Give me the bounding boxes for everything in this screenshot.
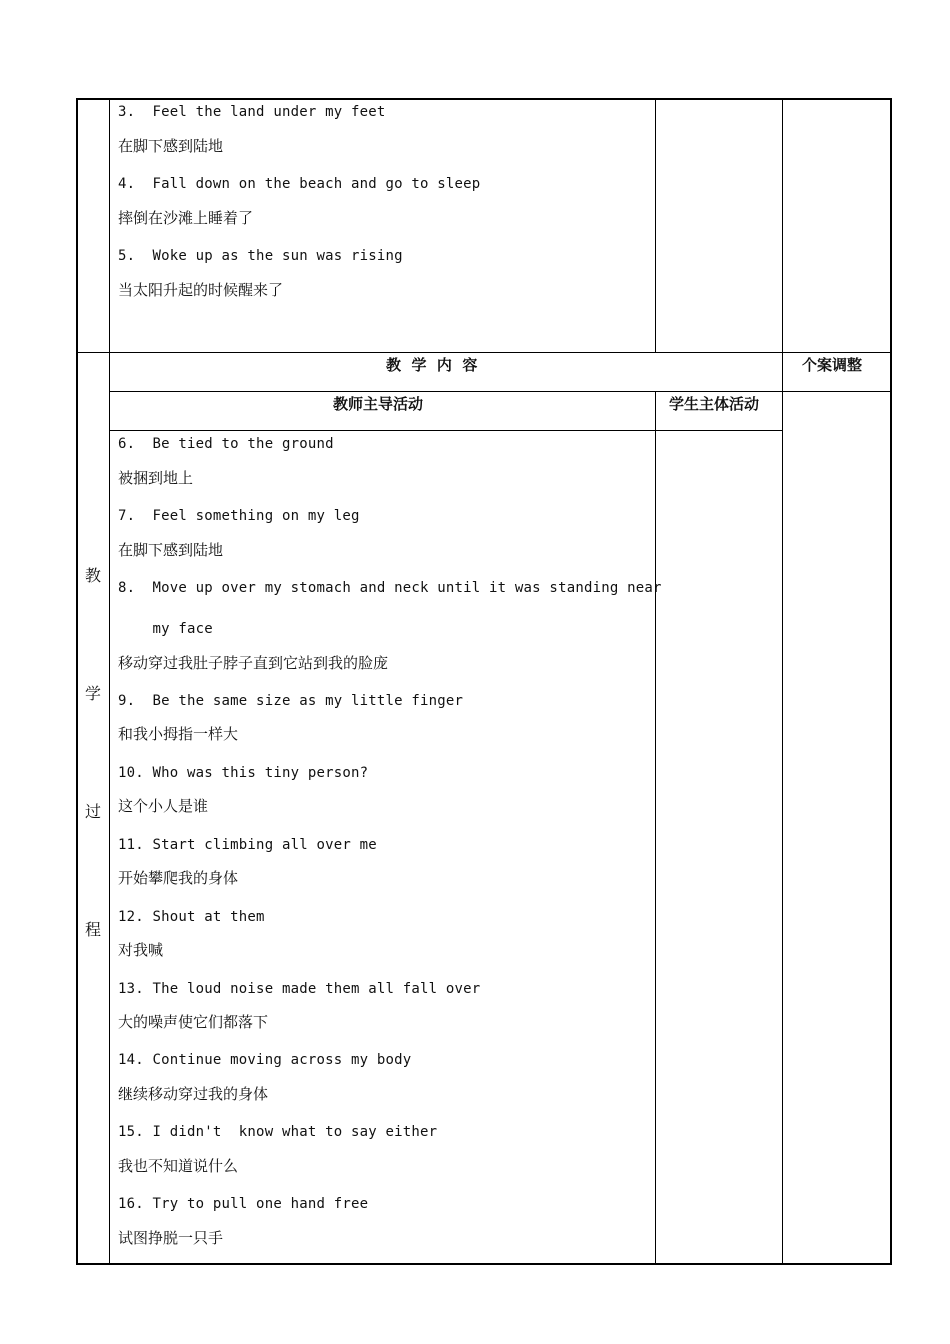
item-line: 被捆到地上: [118, 469, 194, 487]
table-border-right: [890, 98, 892, 1265]
row-divider-header: [76, 352, 892, 353]
item-line: 继续移动穿过我的身体: [118, 1085, 269, 1103]
item-line: 在脚下感到陆地: [118, 137, 224, 155]
item-line: 4. Fall down on the beach and go to sleep: [118, 176, 481, 192]
item-line: 3. Feel the land under my feet: [118, 104, 386, 120]
col-divider-side: [109, 98, 110, 1265]
side-label-char: 程: [85, 920, 102, 939]
side-label-char: 过: [85, 802, 102, 821]
table-border-bottom: [76, 1263, 892, 1265]
item-line: 12. Shout at them: [118, 909, 265, 925]
item-line: 摔倒在沙滩上睡着了: [118, 209, 254, 227]
item-line: 在脚下感到陆地: [118, 541, 224, 559]
item-line: 13. The loud noise made them all fall over: [118, 981, 481, 997]
item-line: 我也不知道说什么: [118, 1157, 239, 1175]
col-divider-student-top: [655, 98, 656, 353]
header-student: 学生主体活动: [669, 395, 760, 413]
item-line: 8. Move up over my stomach and neck until it was standing near: [118, 580, 662, 596]
row-divider-subheader: [109, 391, 892, 392]
side-label-char: 学: [85, 684, 102, 703]
table-border-top: [76, 98, 892, 100]
item-line: 和我小拇指一样大: [118, 725, 239, 743]
header-content: 教 学 内 容: [386, 356, 478, 374]
table-border-left: [76, 98, 78, 1265]
item-line: 11. Start climbing all over me: [118, 837, 377, 853]
item-line: my face: [118, 621, 213, 637]
header-adjust: 个案调整: [802, 356, 863, 374]
item-line: 10. Who was this tiny person?: [118, 765, 369, 781]
item-line: 6. Be tied to the ground: [118, 436, 334, 452]
item-line: 这个小人是谁: [118, 797, 209, 815]
item-line: 15. I didn't know what to say either: [118, 1124, 438, 1140]
col-divider-student-main: [655, 391, 656, 1265]
item-line: 当太阳升起的时候醒来了: [118, 281, 284, 299]
item-line: 16. Try to pull one hand free: [118, 1196, 369, 1212]
item-line: 大的噪声使它们都落下: [118, 1013, 269, 1031]
item-line: 5. Woke up as the sun was rising: [118, 248, 403, 264]
header-teacher: 教师主导活动: [333, 395, 424, 413]
item-line: 14. Continue moving across my body: [118, 1052, 412, 1068]
item-line: 试图挣脱一只手: [118, 1229, 224, 1247]
row-divider-content: [109, 430, 783, 431]
item-line: 开始攀爬我的身体: [118, 869, 239, 887]
item-line: 7. Feel something on my leg: [118, 508, 360, 524]
item-line: 移动穿过我肚子脖子直到它站到我的脸庞: [118, 654, 389, 672]
col-divider-adjust: [782, 98, 783, 1265]
side-label-char: 教: [85, 566, 102, 585]
item-line: 9. Be the same size as my little finger: [118, 693, 464, 709]
item-line: 对我喊: [118, 941, 164, 959]
